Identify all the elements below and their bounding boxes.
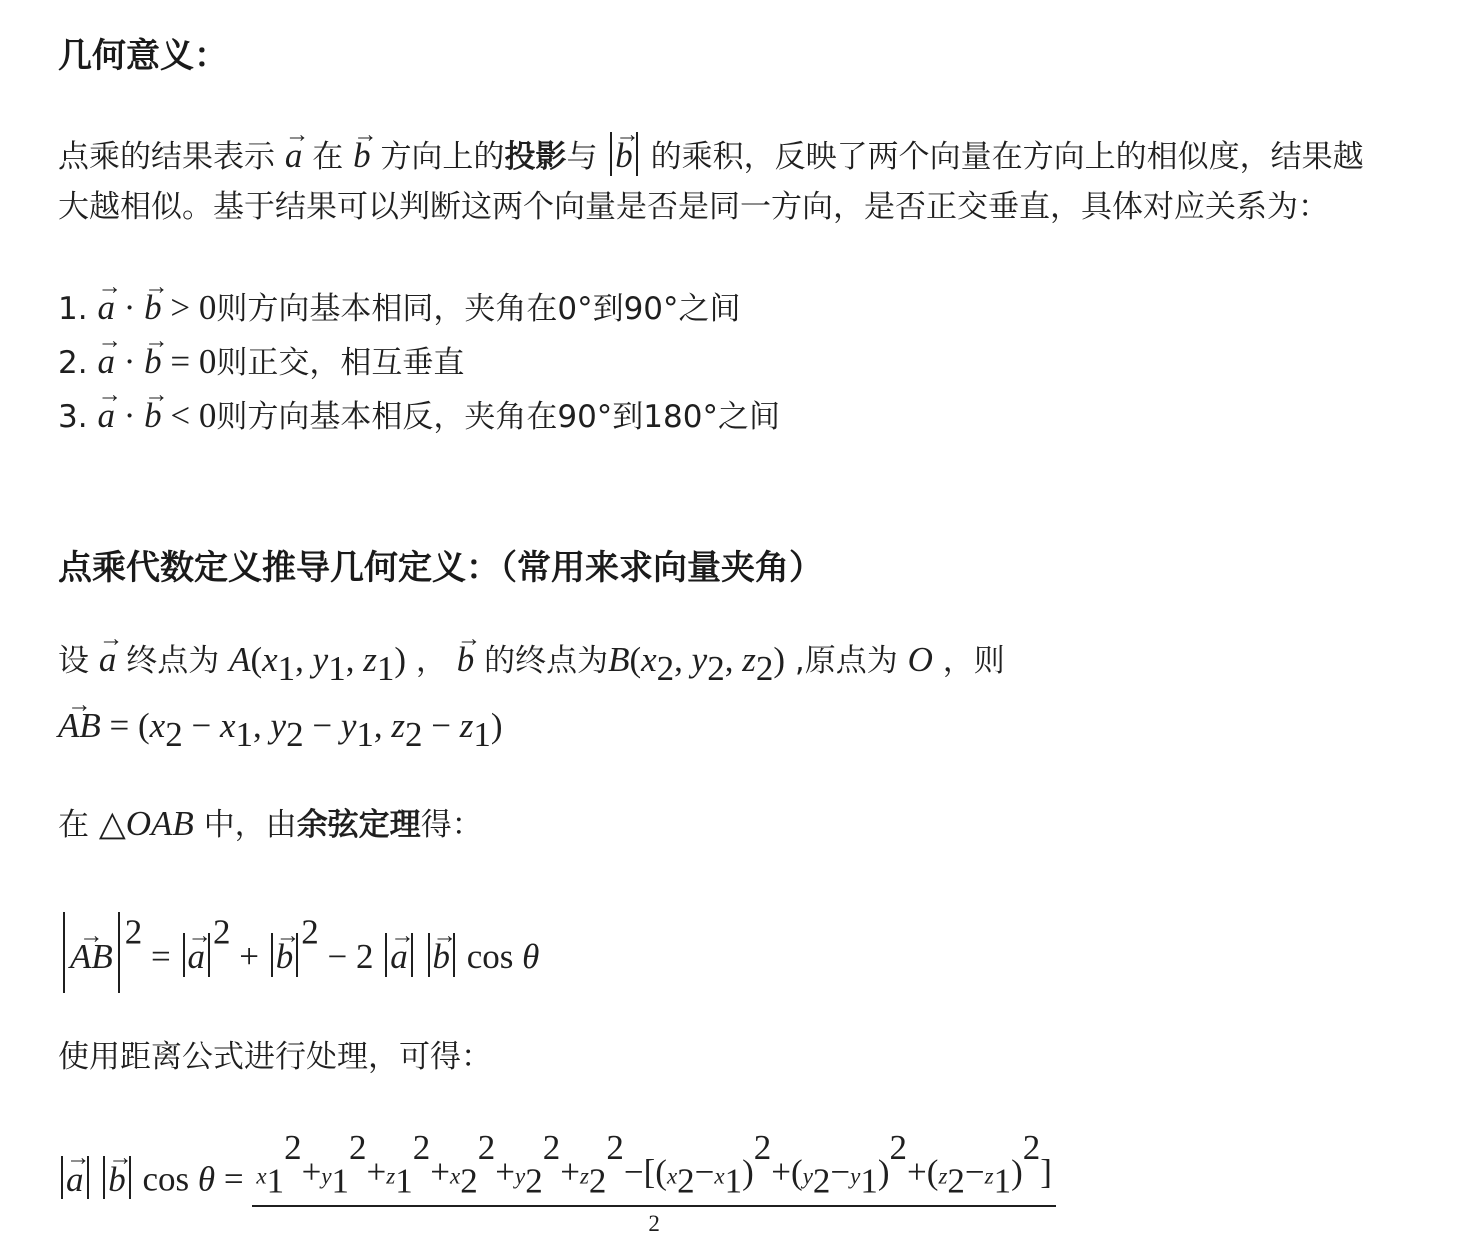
- text-fragment: ，: [415, 643, 447, 679]
- text-fragment: 与: [566, 139, 598, 175]
- list-item-text: 则方向基本相反，夹角在90°到180°之间: [216, 399, 780, 435]
- math-zero: 0: [198, 288, 217, 327]
- formula-law-of-cosines: → $AB^2$ = → $a^2$ + → $b^2 - 2 \to a \to b$ cos θ: [58, 912, 539, 993]
- text-fragment: 的乘积，反映了两个向量在方向上的相似度，结果越: [650, 139, 1364, 175]
- math-origin-O: O: [907, 640, 933, 679]
- list-number: 3.: [58, 399, 88, 435]
- heading-derivation: 点乘代数定义推导几何定义：（常用来求向量夹角）: [58, 548, 823, 588]
- text-fragment: 方向上的: [380, 139, 505, 175]
- list-item-1: [58, 290, 741, 325]
- math-vec-a: → a: [99, 640, 117, 679]
- formula-dot-product-result: → a → b cos θ = $\frac{x_1^2+y_1^2+z_1^2+x_2^2+y_2^2+z_2^2-[(x_2-x_1)^2+(y_2-y_1)^2+(z_2-z_1)^2]}{2}$: [58, 1128, 1056, 1237]
- math-dot-product: → a · → b < 0: [97, 396, 216, 435]
- text-fragment: 得：: [420, 807, 483, 843]
- math-abs-b: → b: [607, 136, 641, 175]
- paragraph-distance-formula: 使用距离公式进行处理，可得：: [58, 1039, 492, 1075]
- math-vec-a: → a: [285, 136, 303, 175]
- list-item-text: 则方向基本相同，夹角在0°到90°之间: [216, 291, 741, 327]
- text-fragment: ,原点为: [794, 643, 898, 679]
- bold-term-law-of-cosines: 余弦定理: [296, 807, 421, 843]
- math-triangle-OAB: △OAB: [98, 804, 194, 843]
- paragraph-triangle: [58, 806, 483, 841]
- text-fragment: 在: [58, 807, 89, 843]
- list-item-text: 则正交，相互垂直: [216, 345, 465, 381]
- math-point-A: $A(x_1$, $y_1$, $z_1$): [229, 640, 406, 688]
- math-relation: >: [170, 288, 191, 327]
- math-dot-product: → a · → b > 0: [97, 288, 216, 327]
- math-zero: 0: [198, 396, 217, 435]
- paragraph-projection-line2: 大越相似。基于结果可以判断这两个向量是否是同一方向，是否正交垂直，具体对应关系为：: [58, 189, 1329, 225]
- text-fragment: 中，由: [203, 807, 297, 843]
- math-vec-b: → b: [353, 136, 371, 175]
- paragraph-projection-line1: [58, 132, 1364, 176]
- list-number: 2.: [58, 345, 88, 381]
- text-fragment: 在: [312, 139, 344, 175]
- math-zero: 0: [198, 342, 217, 381]
- fraction: $\frac{x_1^2+y_1^2+z_1^2+x_2^2+y_2^2+z_2^2-[(x_2-x_1)^2+(y_2-y_1)^2+(z_2-z_1)^2]}{2}$: [252, 1128, 1056, 1237]
- math-vec-b: → b: [457, 640, 475, 679]
- math-dot-product: → a · → b = 0: [97, 342, 216, 381]
- text-fragment: 终点为: [126, 643, 220, 679]
- list-item-3: [58, 398, 780, 433]
- list-item-2: [58, 344, 464, 379]
- heading-geometric-meaning: 几何意义：: [58, 36, 228, 76]
- list-number: 1.: [58, 291, 88, 327]
- math-point-B: $B(x_2$, $y_2$, $z_2$): [608, 640, 785, 688]
- bold-term-projection: 投影: [504, 139, 567, 175]
- text-fragment: 点乘的结果表示: [58, 139, 275, 175]
- paragraph-endpoints: [58, 642, 1005, 686]
- text-fragment: 设: [58, 643, 89, 679]
- math-relation: =: [170, 342, 191, 381]
- text-fragment: ，则: [942, 643, 1005, 679]
- math-relation: <: [170, 396, 191, 435]
- formula-vector-AB: → AB = ($x_2 - x_1$, $y_2 - y_1$, $z_2 - z_1$): [58, 706, 503, 755]
- text-fragment: 的终点为: [484, 643, 609, 679]
